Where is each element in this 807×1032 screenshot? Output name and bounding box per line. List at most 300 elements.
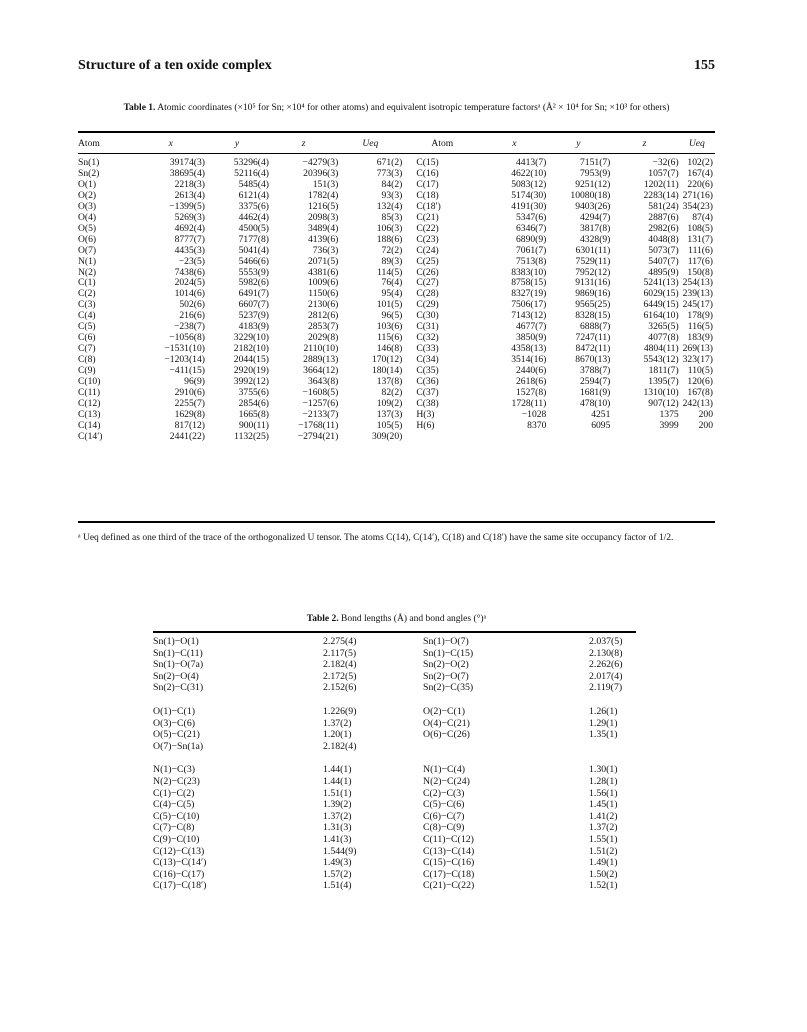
table2-row bbox=[153, 846, 636, 858]
cell-z: 3489(4) bbox=[307, 223, 339, 234]
cell-atom-2: H(3) bbox=[416, 409, 435, 420]
cell-z-2: 1202(11) bbox=[643, 179, 679, 190]
cell-atom-2: C(30) bbox=[416, 311, 439, 322]
cell-y-2: 9403(26) bbox=[575, 201, 611, 212]
table1-bottom-rule bbox=[78, 521, 715, 523]
table2-label: Table 2. bbox=[306, 614, 339, 624]
cell-z: 2110(10) bbox=[303, 344, 339, 355]
col-header-y-2: y bbox=[576, 138, 581, 149]
table1-header-row bbox=[78, 137, 715, 151]
cell-z-2: 5241(13) bbox=[643, 278, 679, 289]
cell-atom-2: C(17) bbox=[416, 179, 439, 190]
table1-row bbox=[78, 421, 715, 432]
cell-x: 2441(22) bbox=[169, 431, 205, 442]
cell-atom-2: C(18) bbox=[416, 190, 439, 201]
cell-bond-length: 2.275(4) bbox=[323, 636, 357, 647]
cell-x-2: 5347(6) bbox=[515, 212, 547, 223]
cell-ueq-2: 269(13) bbox=[682, 344, 713, 355]
cell-ueq-2: 271(16) bbox=[682, 190, 713, 201]
cell-atom-2 bbox=[402, 432, 482, 443]
cell-atom: Sn(2) bbox=[78, 168, 100, 179]
cell-ueq-2: 323(17) bbox=[682, 355, 713, 366]
cell-atom: N(2) bbox=[78, 267, 97, 278]
cell-ueq-2: 116(5) bbox=[687, 322, 713, 333]
cell-z-2: 2887(6) bbox=[648, 212, 679, 223]
cell-bond-label: O(5)−C(21) bbox=[153, 729, 200, 741]
table1-row bbox=[78, 224, 715, 235]
cell-bond-label: O(7)−Sn(1a) bbox=[153, 740, 204, 752]
cell-bond-label: O(3)−C(6) bbox=[153, 717, 195, 729]
cell-bond-label: C(13)−C(14′) bbox=[153, 857, 207, 869]
cell-y: 5982(6) bbox=[238, 278, 269, 289]
cell-ueq: 85(3) bbox=[381, 212, 403, 223]
cell-atom-2: C(32) bbox=[416, 333, 439, 344]
cell-z: 2029(8) bbox=[307, 333, 339, 344]
cell-ueq: 137(8) bbox=[376, 377, 403, 388]
cell-z-2: 1811(7) bbox=[648, 366, 679, 377]
cell-x-2: 4191(30) bbox=[511, 201, 547, 212]
cell-y: 4183(9) bbox=[238, 322, 269, 333]
cell-bond-label: N(1)−C(3) bbox=[153, 764, 195, 776]
cell-bond-label: C(1)−C(2) bbox=[153, 787, 195, 799]
cell-x: 216(6) bbox=[179, 311, 205, 322]
cell-bond-length-2: 2.017(4) bbox=[589, 670, 623, 682]
cell-y-2: 6888(7) bbox=[580, 322, 611, 333]
cell-atom: C(8) bbox=[78, 355, 96, 366]
cell-x: 2255(7) bbox=[174, 398, 205, 409]
cell-bond-label: C(7)−C(8) bbox=[153, 822, 195, 834]
cell-z: −4279(3) bbox=[302, 158, 339, 168]
cell-x: 1014(6) bbox=[174, 289, 205, 300]
cell-ueq: 188(6) bbox=[376, 234, 403, 245]
cell-atom: O(4) bbox=[78, 212, 97, 223]
cell-z-2: 4804(11) bbox=[643, 344, 679, 355]
cell-ueq-2: 245(17) bbox=[682, 300, 713, 311]
cell-z-2: 6029(15) bbox=[643, 289, 679, 300]
cell-ueq-2 bbox=[679, 432, 715, 443]
table1-row bbox=[78, 202, 715, 213]
cell-ueq: 146(8) bbox=[376, 344, 403, 355]
cell-ueq: 93(3) bbox=[381, 190, 403, 201]
cell-bond-label: N(2)−C(23) bbox=[153, 775, 200, 787]
cell-ueq: 105(5) bbox=[376, 420, 403, 431]
cell-y: 3755(6) bbox=[238, 388, 269, 399]
cell-y-2: 9131(16) bbox=[575, 278, 611, 289]
cell-x-2: 7506(17) bbox=[511, 300, 547, 311]
cell-bond-length: 1.44(1) bbox=[323, 764, 352, 776]
cell-y-2: 7952(12) bbox=[575, 267, 611, 278]
cell-y-2: 9869(16) bbox=[575, 289, 611, 300]
cell-y: 5485(4) bbox=[238, 179, 269, 190]
cell-atom: O(6) bbox=[78, 234, 97, 245]
cell-bond-length-2: 1.26(1) bbox=[589, 705, 618, 717]
cell-bond-label: C(16)−C(17) bbox=[153, 868, 205, 880]
cell-z: 1009(6) bbox=[307, 278, 339, 289]
cell-ueq: 170(12) bbox=[371, 355, 403, 366]
cell-bond-label-2: O(2)−C(1) bbox=[423, 705, 465, 717]
cell-z-2: 3999 bbox=[659, 420, 679, 431]
cell-bond-length-2: 1.52(1) bbox=[589, 880, 618, 892]
table1-label: Table 1. bbox=[123, 103, 156, 113]
cell-atom: C(12) bbox=[78, 398, 101, 409]
cell-ueq-2: 150(8) bbox=[687, 267, 713, 278]
cell-atom: C(14) bbox=[78, 420, 101, 431]
table2-top-rule bbox=[153, 631, 636, 633]
cell-x-2: 3850(9) bbox=[515, 333, 547, 344]
cell-y-2: 4294(7) bbox=[580, 212, 611, 223]
col-header-x: x bbox=[168, 138, 173, 149]
cell-y: 5553(9) bbox=[238, 267, 269, 278]
cell-ueq-2: 254(13) bbox=[682, 278, 713, 289]
cell-bond-length-2: 1.37(2) bbox=[589, 822, 618, 834]
table2-row bbox=[153, 799, 636, 811]
cell-x-2: 8758(15) bbox=[511, 278, 547, 289]
cell-ueq-2: 220(6) bbox=[687, 179, 713, 190]
group-spacer bbox=[153, 694, 636, 706]
cell-y-2: 6301(11) bbox=[575, 245, 611, 256]
table2-row bbox=[153, 822, 636, 834]
table1-row bbox=[78, 388, 715, 399]
cell-y-2: 7529(11) bbox=[575, 256, 611, 267]
cell-x-2: 8370 bbox=[527, 420, 547, 431]
cell-z: −2133(7) bbox=[302, 409, 339, 420]
cell-x-2: 4413(7) bbox=[515, 158, 547, 168]
cell-z-2: 1375 bbox=[659, 409, 679, 420]
table2-body bbox=[153, 636, 636, 892]
cell-y-2: 7953(9) bbox=[580, 168, 611, 179]
cell-bond-length-2: 1.30(1) bbox=[589, 764, 618, 776]
cell-z-2: 1310(10) bbox=[643, 388, 679, 399]
cell-y-2: 1681(9) bbox=[580, 388, 611, 399]
cell-atom: C(6) bbox=[78, 333, 96, 344]
cell-y: 4500(5) bbox=[238, 223, 269, 234]
col-header-z-2: z bbox=[642, 138, 647, 149]
cell-atom: O(3) bbox=[78, 201, 97, 212]
cell-x-2: 4677(7) bbox=[515, 322, 547, 333]
cell-bond-label-2: C(6)−C(7) bbox=[423, 810, 465, 822]
cell-bond-length: 2.117(5) bbox=[323, 647, 357, 659]
cell-y: 6607(7) bbox=[238, 300, 269, 311]
cell-bond-length: 1.44(1) bbox=[323, 775, 352, 787]
cell-atom: C(14′) bbox=[78, 431, 103, 442]
cell-ueq: 132(4) bbox=[376, 201, 403, 212]
cell-atom: C(2) bbox=[78, 289, 96, 300]
cell-x: 2613(4) bbox=[174, 190, 205, 201]
cell-x: 502(6) bbox=[179, 300, 205, 311]
table2-row bbox=[153, 834, 636, 846]
cell-y: 3375(6) bbox=[238, 201, 269, 212]
table2-row bbox=[153, 776, 636, 788]
table2-row bbox=[153, 857, 636, 869]
cell-atom-2: C(27) bbox=[416, 278, 439, 289]
cell-atom: Sn(1) bbox=[78, 158, 100, 168]
cell-bond-length: 1.41(3) bbox=[323, 833, 352, 845]
cell-atom-2: C(28) bbox=[416, 289, 439, 300]
cell-y: 1132(25) bbox=[234, 431, 269, 442]
cell-y-2: 8472(11) bbox=[575, 344, 611, 355]
cell-x: 38695(4) bbox=[169, 168, 205, 179]
cell-x: 2024(5) bbox=[174, 278, 205, 289]
table1-row bbox=[78, 432, 715, 443]
cell-bond-label: O(1)−C(1) bbox=[153, 705, 195, 717]
cell-y-2: 4328(9) bbox=[580, 234, 611, 245]
cell-y-2: 7247(11) bbox=[575, 333, 611, 344]
cell-bond-label-2 bbox=[423, 741, 589, 753]
table2-row bbox=[153, 741, 636, 753]
cell-z-2: 6449(15) bbox=[643, 300, 679, 311]
cell-z: 4139(6) bbox=[307, 234, 339, 245]
cell-bond-length-2: 1.45(1) bbox=[589, 799, 618, 811]
cell-x: −1203(14) bbox=[164, 355, 205, 366]
cell-x: −23(5) bbox=[178, 256, 205, 267]
cell-ueq-2: 354(23) bbox=[682, 201, 713, 212]
cell-z: −2794(21) bbox=[297, 431, 339, 442]
cell-z-2: 907(12) bbox=[648, 398, 679, 409]
cell-atom: C(9) bbox=[78, 366, 96, 377]
cell-atom-2: C(36) bbox=[416, 377, 439, 388]
article-title: Structure of a ten oxide complex bbox=[78, 58, 272, 73]
cell-x-2 bbox=[482, 432, 546, 443]
cell-y: 52116(4) bbox=[234, 168, 269, 179]
cell-atom-2: C(21) bbox=[416, 212, 439, 223]
cell-atom: C(1) bbox=[78, 278, 96, 289]
cell-bond-label-2: N(2)−C(24) bbox=[423, 775, 470, 787]
cell-bond-length: 1.51(1) bbox=[323, 787, 352, 799]
cell-bond-length-2: 1.35(1) bbox=[589, 729, 618, 741]
table2-row bbox=[153, 671, 636, 683]
cell-x-2: 8327(19) bbox=[511, 289, 547, 300]
cell-y: 6491(7) bbox=[238, 289, 269, 300]
cell-z: 2098(3) bbox=[307, 212, 339, 223]
cell-x: 39174(3) bbox=[169, 158, 205, 168]
table1-row bbox=[78, 257, 715, 268]
cell-y-2: 6095 bbox=[591, 420, 611, 431]
cell-z: 1782(4) bbox=[307, 190, 339, 201]
cell-bond-length: 1.57(2) bbox=[323, 868, 352, 880]
cell-z: 20396(3) bbox=[303, 168, 339, 179]
cell-atom-2: C(37) bbox=[416, 388, 439, 399]
cell-y-2: 478(10) bbox=[580, 398, 611, 409]
cell-ueq: 114(5) bbox=[377, 267, 403, 278]
cell-x-2: 7061(7) bbox=[515, 245, 547, 256]
cell-bond-label: Sn(1)−O(7a) bbox=[153, 659, 204, 671]
table1-row bbox=[78, 191, 715, 202]
cell-z: 4381(6) bbox=[307, 267, 339, 278]
cell-atom: C(4) bbox=[78, 311, 96, 322]
cell-y: 2854(6) bbox=[238, 398, 269, 409]
cell-z: 2889(13) bbox=[303, 355, 339, 366]
cell-x: 96(9) bbox=[184, 377, 205, 388]
cell-ueq-2: 183(9) bbox=[687, 333, 713, 344]
cell-y: 1665(8) bbox=[238, 409, 269, 420]
table2-row bbox=[153, 729, 636, 741]
col-header-ueq: Ueq bbox=[362, 138, 379, 149]
cell-bond-label-2: O(4)−C(21) bbox=[423, 717, 470, 729]
cell-bond-length-2: 1.49(1) bbox=[589, 857, 618, 869]
cell-x: 4435(3) bbox=[174, 245, 205, 256]
table1-row bbox=[78, 158, 715, 169]
cell-bond-label-2: C(15)−C(16) bbox=[423, 857, 475, 869]
table2-row bbox=[153, 648, 636, 660]
cell-z-2: 1057(7) bbox=[648, 168, 679, 179]
cell-x: −238(7) bbox=[173, 322, 205, 333]
cell-bond-label: Sn(1)−C(11) bbox=[153, 647, 203, 659]
cell-bond-length-2: 2.262(6) bbox=[589, 659, 623, 671]
cell-bond-label: Sn(2)−O(4) bbox=[153, 670, 199, 682]
cell-atom: C(7) bbox=[78, 344, 96, 355]
cell-y: 6121(4) bbox=[238, 190, 269, 201]
cell-z-2: 581(24) bbox=[648, 201, 679, 212]
cell-y-2: 3817(8) bbox=[580, 223, 611, 234]
cell-z-2: 5407(7) bbox=[648, 256, 679, 267]
table1-row bbox=[78, 355, 715, 366]
cell-y-2: 4251 bbox=[591, 409, 611, 420]
cell-z: 736(3) bbox=[312, 245, 339, 256]
cell-ueq: 109(2) bbox=[376, 398, 403, 409]
cell-atom-2: C(35) bbox=[416, 366, 439, 377]
running-header bbox=[78, 58, 715, 80]
cell-bond-length: 1.51(4) bbox=[323, 880, 352, 892]
cell-x-2: 4358(13) bbox=[511, 344, 547, 355]
col-header-y: y bbox=[234, 138, 240, 149]
cell-ueq: 309(20) bbox=[371, 431, 403, 442]
table1-caption-text: Atomic coordinates (×10⁵ for Sn; ×10⁴ for other atoms) and equivalent isotropic temperature factorsᵃ (Å² × 10⁴ for Sn; ×10³ for others) bbox=[157, 103, 670, 113]
cell-y: 2044(15) bbox=[233, 355, 269, 366]
table2-row bbox=[153, 682, 636, 694]
cell-z: 2071(5) bbox=[307, 256, 339, 267]
cell-ueq: 106(3) bbox=[376, 223, 403, 234]
cell-bond-label-2: Sn(2)−O(2) bbox=[423, 659, 469, 671]
cell-bond-length-2: 2.130(8) bbox=[589, 647, 623, 659]
cell-ueq: 671(2) bbox=[376, 158, 403, 168]
cell-bond-length: 1.226(9) bbox=[323, 705, 357, 717]
cell-x: 817(12) bbox=[174, 420, 205, 431]
table1-header bbox=[78, 137, 715, 151]
cell-y-2: 9251(12) bbox=[575, 179, 611, 190]
cell-bond-length-2: 1.51(2) bbox=[589, 845, 618, 857]
cell-z: −1257(6) bbox=[302, 398, 339, 409]
cell-x: −411(15) bbox=[169, 366, 205, 377]
cell-y: 900(11) bbox=[238, 420, 269, 431]
cell-atom-2: C(23) bbox=[416, 234, 439, 245]
cell-atom-2: C(38) bbox=[416, 398, 439, 409]
cell-z: 1216(5) bbox=[307, 201, 339, 212]
cell-z: 1150(6) bbox=[308, 289, 339, 300]
cell-atom-2: C(25) bbox=[416, 256, 439, 267]
page-number: 155 bbox=[694, 58, 715, 73]
cell-z-2: 2982(6) bbox=[648, 223, 679, 234]
cell-z: −1608(5) bbox=[302, 388, 339, 399]
cell-x: 1629(8) bbox=[174, 409, 205, 420]
cell-y-2: 9565(25) bbox=[575, 300, 611, 311]
cell-ueq-2: 178(9) bbox=[687, 311, 713, 322]
cell-atom-2: C(29) bbox=[416, 300, 439, 311]
cell-bond-length: 1.37(2) bbox=[323, 810, 352, 822]
table1-row bbox=[78, 322, 715, 333]
cell-atom: O(2) bbox=[78, 190, 97, 201]
cell-bond-label: C(12)−C(13) bbox=[153, 845, 205, 857]
cell-bond-label-2: C(5)−C(6) bbox=[423, 799, 465, 811]
cell-y-2: 8328(15) bbox=[575, 311, 611, 322]
cell-ueq: 773(3) bbox=[376, 168, 403, 179]
table1-body bbox=[78, 158, 715, 443]
cell-x: 7438(6) bbox=[174, 267, 205, 278]
cell-x-2: 1728(11) bbox=[511, 398, 547, 409]
table2-caption-text: Bond lengths (Å) and bond angles (°)ᵃ bbox=[341, 614, 487, 624]
cell-bond-length-2: 1.41(2) bbox=[589, 810, 618, 822]
cell-ueq-2: 111(6) bbox=[688, 245, 713, 256]
table1-row bbox=[78, 410, 715, 421]
table2-row bbox=[153, 718, 636, 730]
cell-x-2: 3514(16) bbox=[511, 355, 547, 366]
cell-ueq: 96(5) bbox=[381, 311, 403, 322]
cell-y: 4462(4) bbox=[238, 212, 269, 223]
cell-x-2: 6890(9) bbox=[515, 234, 547, 245]
cell-z: 3643(8) bbox=[307, 377, 339, 388]
table1-row bbox=[78, 377, 715, 388]
cell-y: 7177(8) bbox=[238, 234, 269, 245]
table1-row bbox=[78, 311, 715, 322]
cell-ueq-2: 108(5) bbox=[687, 223, 713, 234]
cell-z-2: 4048(8) bbox=[648, 234, 679, 245]
table2-row bbox=[153, 880, 636, 892]
cell-bond-length: 2.182(4) bbox=[323, 659, 357, 671]
cell-bond-label-2: C(17)−C(18) bbox=[423, 868, 475, 880]
cell-x-2: 5083(12) bbox=[511, 179, 547, 190]
cell-bond-length-2: 2.119(7) bbox=[589, 682, 623, 694]
table2-row bbox=[153, 706, 636, 718]
cell-ueq-2: 167(8) bbox=[687, 388, 713, 399]
cell-y: 3992(12) bbox=[233, 377, 269, 388]
cell-z-2: 5543(12) bbox=[643, 355, 679, 366]
table1-caption bbox=[78, 102, 715, 115]
cell-ueq-2: 102(2) bbox=[687, 158, 713, 168]
cell-bond-label: C(4)−C(5) bbox=[153, 799, 195, 811]
cell-bond-label-2: Sn(2)−O(7) bbox=[423, 670, 469, 682]
table1-row bbox=[78, 169, 715, 180]
cell-atom-2: C(33) bbox=[416, 344, 439, 355]
cell-y-2: 2594(7) bbox=[580, 377, 611, 388]
cell-ueq-2: 131(7) bbox=[687, 234, 713, 245]
table1-row bbox=[78, 213, 715, 224]
cell-bond-length: 1.31(3) bbox=[323, 822, 352, 834]
table1-row bbox=[78, 344, 715, 355]
cell-ueq-2: 239(13) bbox=[682, 289, 713, 300]
cell-bond-label-2: Sn(1)−C(15) bbox=[423, 647, 474, 659]
cell-x: 8777(7) bbox=[174, 234, 205, 245]
cell-y-2: 3788(7) bbox=[580, 366, 611, 377]
cell-ueq-2: 200 bbox=[698, 420, 713, 431]
cell-z: 2130(6) bbox=[307, 300, 339, 311]
cell-z-2: 4077(8) bbox=[648, 333, 679, 344]
cell-ueq: 101(5) bbox=[376, 300, 403, 311]
table1-header-rule bbox=[78, 153, 715, 154]
cell-bond-length-2: 1.55(1) bbox=[589, 833, 618, 845]
table2-row bbox=[153, 869, 636, 881]
cell-x-2: 1527(8) bbox=[515, 388, 547, 399]
cell-bond-label: Sn(2)−C(31) bbox=[153, 682, 204, 694]
cell-atom-2: C(26) bbox=[416, 267, 439, 278]
cell-bond-label-2: C(11)−C(12) bbox=[423, 833, 474, 845]
cell-atom-2: C(22) bbox=[416, 223, 439, 234]
cell-z-2: −32(6) bbox=[652, 158, 679, 168]
col-header-ueq-2: Ueq bbox=[688, 138, 705, 149]
cell-ueq: 115(6) bbox=[377, 333, 403, 344]
cell-x: 2910(6) bbox=[174, 388, 205, 399]
table2-caption bbox=[78, 614, 715, 624]
cell-atom-2: C(34) bbox=[416, 355, 439, 366]
cell-z-2: 4895(9) bbox=[648, 267, 679, 278]
